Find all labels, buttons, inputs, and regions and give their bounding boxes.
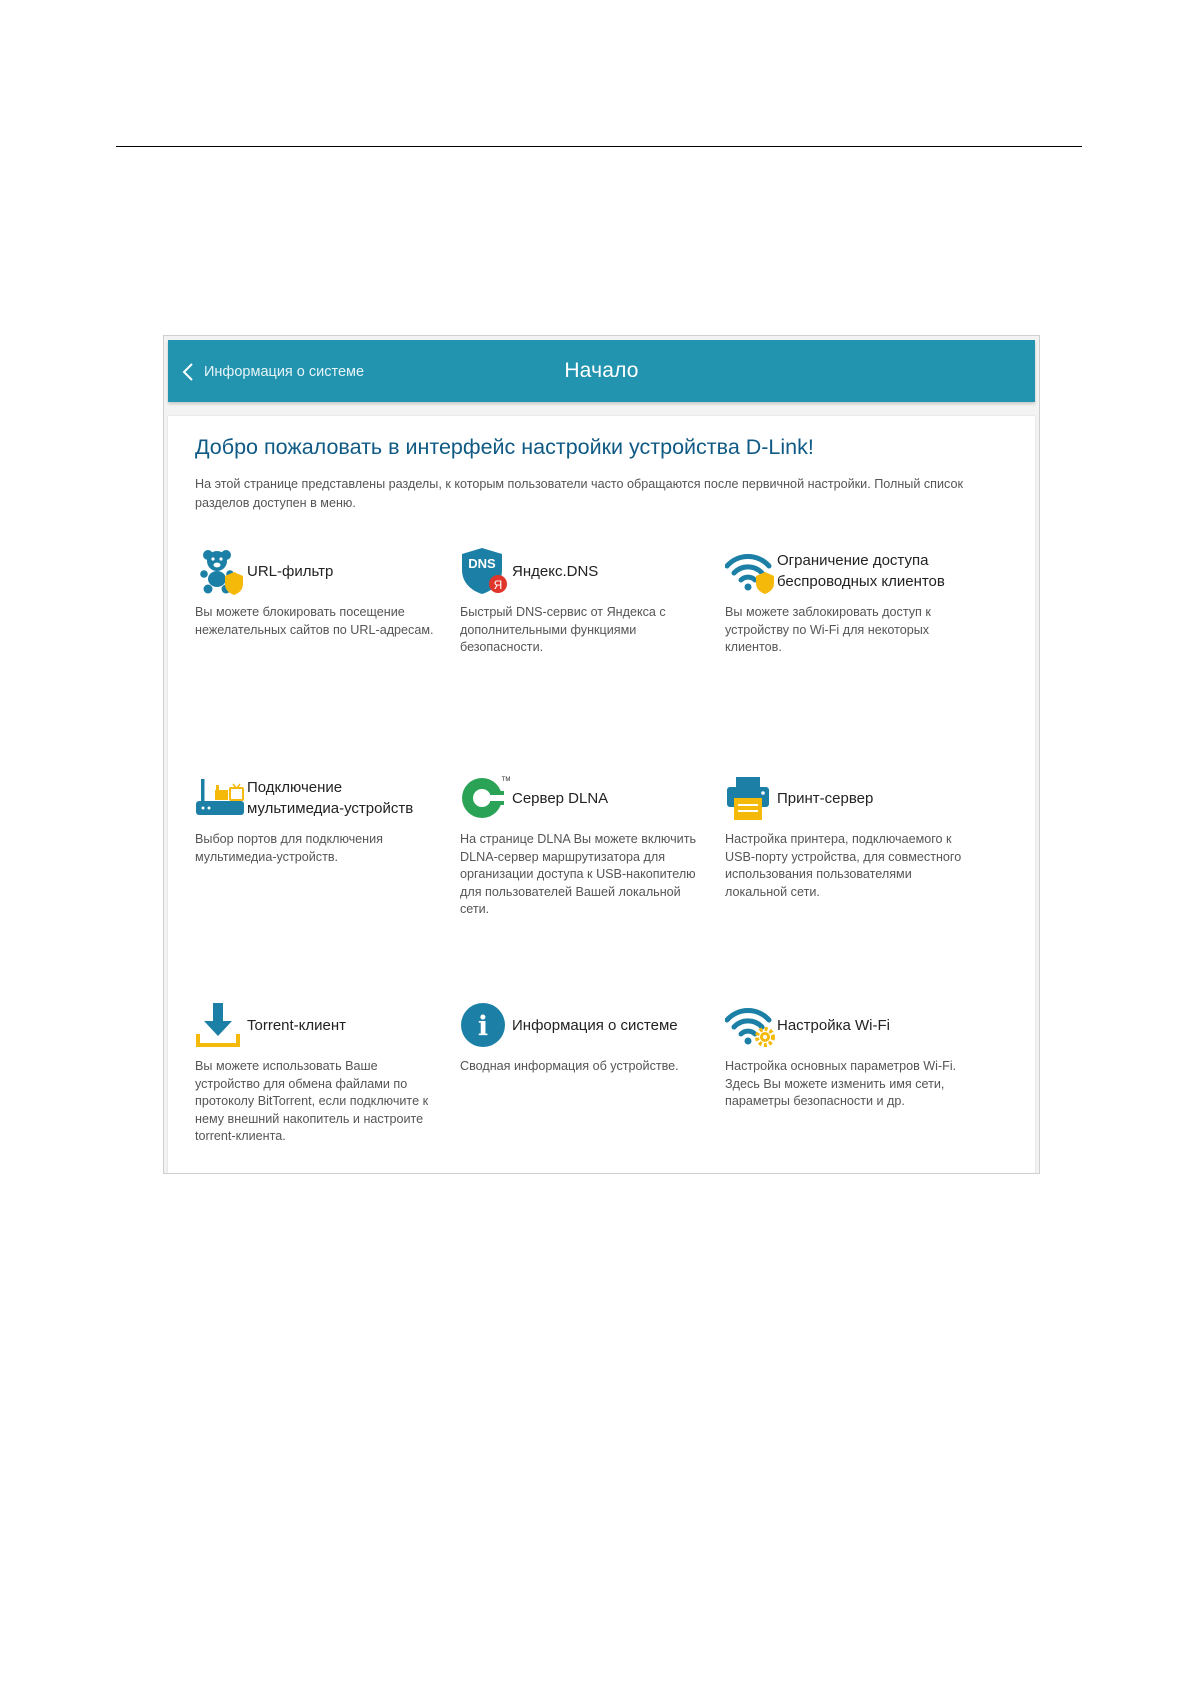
tile-title: Ограничение доступа беспроводных клиентов [777,552,945,590]
svg-text:Я: Я [493,578,503,592]
wifi-shield-icon [725,546,777,596]
tile-system-info[interactable] [460,1000,705,1076]
tile-description: Настройка принтера, подключаемого к USB-порту устройства, для совместного использования пользователями локальной сети. [725,832,962,899]
tile-wifi-settings[interactable] [725,1000,970,1111]
tile-description: Выбор портов для подключения мультимедиа-устройств. [195,832,383,864]
tile-title: Яндекс.DNS [512,562,599,580]
tile-title: Сервер DLNA [512,789,609,807]
tile-print-server[interactable] [725,773,970,901]
printer-icon [725,773,777,823]
teddy-bear-shield-icon [195,546,247,596]
tile-multimedia-devices[interactable] [195,773,440,866]
welcome-title: Добро пожаловать в интерфейс настройки устройства D-Link! [195,435,814,459]
tile-description: На странице DLNA Вы можете включить DLNA-сервер маршрутизатора для организации доступа к USB-накопителю для пользователей Вашей локальной сети. [460,832,697,916]
tile-description: Вы можете использовать Ваше устройство для обмена файлами по протоколу BitTorrent, если подключите к нему внешний накопитель и настроите torrent-клиента. [195,1059,429,1143]
tile-description: Сводная информация об устройстве. [460,1059,679,1073]
svg-text:TM: TM [501,777,510,783]
download-tray-icon [195,1000,247,1050]
page-title: Начало [564,359,639,382]
tile-dlna-server[interactable] [460,773,705,919]
tile-title: Torrent-клиент [247,1016,347,1034]
svg-text:DNS: DNS [468,556,496,571]
tile-wireless-access-limit[interactable] [725,546,970,657]
top-bar [168,340,1035,402]
page-top-rule [116,146,1082,147]
welcome-card [168,416,1035,1173]
back-link-label: Информация о системе [204,364,365,380]
wifi-gear-icon [725,1000,777,1050]
tile-title: Подключение мультимедиа-устройств [247,779,414,817]
info-icon [460,1000,512,1050]
tile-title: Настройка Wi-Fi [777,1016,890,1034]
tile-description: Вы можете заблокировать доступ к устройству по Wi-Fi для некоторых клиентов. [725,605,931,654]
tile-title: Информация о системе [512,1016,678,1034]
router-media-icon [195,773,247,823]
tile-url-filter[interactable] [195,546,440,639]
dns-shield-icon [460,546,512,596]
tile-title: Принт-сервер [777,789,874,807]
svg-text:i: i [477,1011,489,1042]
tile-description: Настройка основных параметров Wi-Fi. Здесь Вы можете изменить имя сети, параметры безопасности и др. [725,1059,957,1108]
tile-torrent-client[interactable] [195,1000,440,1146]
dlna-icon [460,773,512,823]
tile-description: Вы можете блокировать посещение нежелательных сайтов по URL-адресам. [195,605,434,637]
tile-description: Быстрый DNS-сервис от Яндекса с дополнительными функциями безопасности. [460,605,666,654]
tile-yandex-dns[interactable] [460,546,705,657]
welcome-intro: На этой странице представлены разделы, к которым пользователи часто обращаются после первичной настройки. Полный список разделов доступен в меню. [195,477,963,510]
screenshot-frame [163,335,1040,1174]
tile-title: URL-фильтр [247,562,334,580]
